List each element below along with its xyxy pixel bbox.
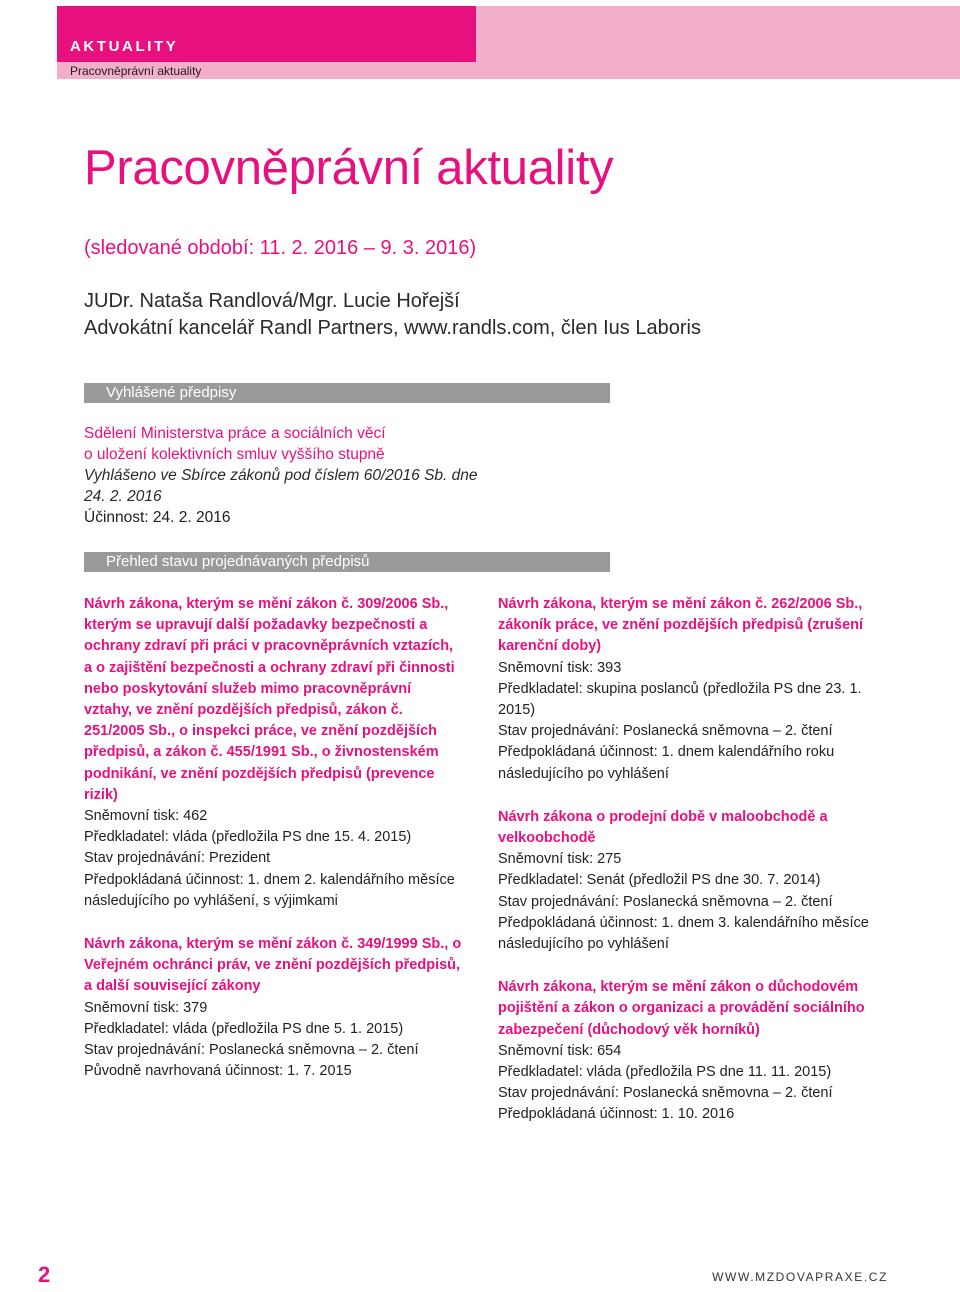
item-detail: Předkladatel: vláda (předložila PS dne 11. 11. 2015) <box>498 1064 832 1081</box>
announced-item <box>84 423 504 528</box>
section-label: AKTUALITY <box>70 38 179 55</box>
item-detail: Předpokládaná účinnost: 1. 10. 2016 <box>498 1106 735 1123</box>
section-bar-announced: Vyhlášené předpisy <box>84 383 610 403</box>
item-heading: Návrh zákona, kterým se mění zákon o důchodovém pojištění a zákon o organizaci a provádění sociálního zabezpečení (důchodový věk horníků) <box>498 979 865 1038</box>
item-detail: Předpokládaná účinnost: 1. dnem kalendářního roku následujícího po vyhlášení <box>498 744 835 782</box>
right-column <box>498 594 890 1148</box>
website-link[interactable]: WWW.MZDOVAPRAXE.CZ <box>712 1270 888 1284</box>
announced-published-line2: 24. 2. 2016 <box>84 488 162 505</box>
item-detail: Stav projednávání: Poslanecká sněmovna – 2. čtení <box>498 723 833 740</box>
item-detail: Předpokládaná účinnost: 1. dnem 2. kalendářního měsíce následujícího po vyhlášení, s výjimkami <box>84 871 455 909</box>
item-heading: Návrh zákona, kterým se mění zákon č. 349/1999 Sb., o Veřejném ochránci práv, ve znění pozdějších předpisů, a další související zákony <box>84 936 462 995</box>
authors-names: JUDr. Nataša Randlová/Mgr. Lucie Hořejší <box>84 290 460 312</box>
list-item <box>84 594 462 912</box>
item-detail: Stav projednávání: Poslanecká sněmovna – 2. čtení <box>84 1042 419 1059</box>
item-detail: Sněmovní tisk: 393 <box>498 659 622 676</box>
item-detail: Předkladatel: vláda (předložila PS dne 15. 4. 2015) <box>84 829 412 846</box>
item-detail: Předkladatel: skupina poslanců (předložila PS dne 23. 1. 2015) <box>498 680 862 719</box>
item-detail: Předpokládaná účinnost: 1. dnem 3. kalendářního měsíce následujícího po vyhlášení <box>498 914 869 953</box>
item-detail: Sněmovní tisk: 275 <box>498 851 622 868</box>
announced-title-line1: Sdělení Ministerstva práce a sociálních věcí <box>84 425 386 442</box>
item-detail: Sněmovní tisk: 379 <box>84 999 208 1016</box>
subsection-label: Pracovněprávní aktuality <box>70 64 202 78</box>
list-item <box>498 977 890 1125</box>
announced-published-line1: Vyhlášeno ve Sbírce zákonů pod číslem 60/2016 Sb. dne <box>84 467 478 484</box>
item-detail: Původně navrhovaná účinnost: 1. 7. 2015 <box>84 1063 352 1080</box>
period: (sledované období: 11. 2. 2016 – 9. 3. 2016) <box>84 237 477 259</box>
authors-firm: Advokátní kancelář Randl Partners, www.randls.com, člen Ius Laboris <box>84 317 701 339</box>
item-detail: Stav projednávání: Poslanecká sněmovna – 2. čtení <box>498 1085 833 1102</box>
left-column <box>84 594 462 1104</box>
item-detail: Předkladatel: Senát (předložil PS dne 30. 7. 2014) <box>498 872 821 889</box>
item-detail: Stav projednávání: Prezident <box>84 850 271 867</box>
header-band-light <box>476 6 960 79</box>
item-heading: Návrh zákona, kterým se mění zákon č. 309/2006 Sb., kterým se upravují další požadavky bezpečnosti a ochrany zdraví při práci v pracovněprávních vztazích, a o zajištění bezpečnosti a ochrany zdraví při činnosti nebo poskytování služeb mimo pracovněprávní vztahy, ve znění pozdějších předpisů, zákon č. 251/2005 Sb., o inspekci práce, ve znění pozdějších předpisů, a zákon č. 455/1991 Sb., o živnostenském podnikání, ve znění pozdějších předpisů (prevence rizik) <box>84 596 455 803</box>
list-item <box>84 934 462 1082</box>
item-detail: Sněmovní tisk: 462 <box>84 808 208 825</box>
authors <box>84 288 701 342</box>
item-heading: Návrh zákona o prodejní době v maloobchodě a velkoobchodě <box>498 808 828 847</box>
section-bar-overview: Přehled stavu projednávaných předpisů <box>84 552 610 572</box>
page-number: 2 <box>38 1262 51 1287</box>
item-detail: Předkladatel: vláda (předložila PS dne 5. 1. 2015) <box>84 1020 404 1037</box>
item-detail: Sněmovní tisk: 654 <box>498 1042 622 1059</box>
item-detail: Stav projednávání: Poslanecká sněmovna – 2. čtení <box>498 893 833 910</box>
list-item <box>498 594 890 785</box>
item-heading: Návrh zákona, kterým se mění zákon č. 262/2006 Sb., zákoník práce, ve znění pozdějších předpisů (zrušení karenční doby) <box>498 596 864 655</box>
announced-effective: Účinnost: 24. 2. 2016 <box>84 509 231 526</box>
list-item <box>498 807 890 955</box>
page-title: Pracovněprávní aktuality <box>84 141 614 195</box>
announced-title-line2: o uložení kolektivních smluv vyššího stupně <box>84 446 385 463</box>
